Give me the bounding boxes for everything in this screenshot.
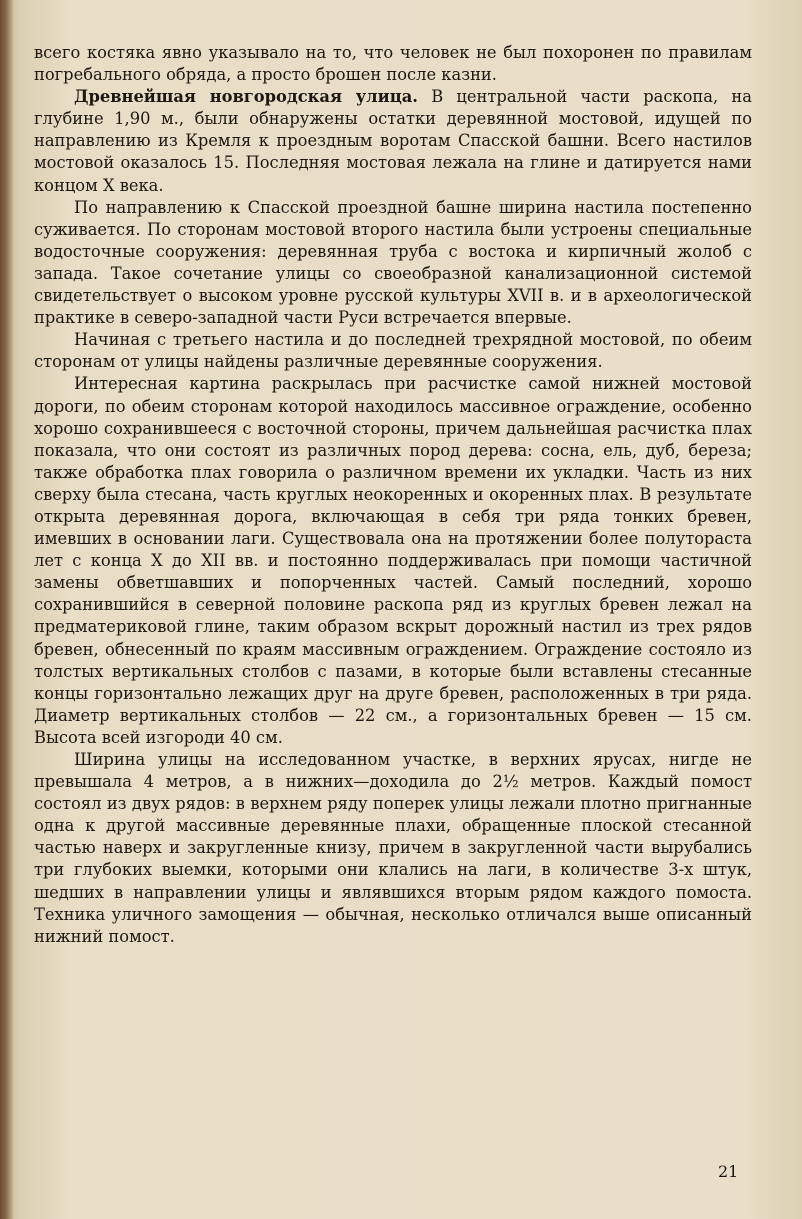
paragraph-text: Ширина улицы на исследованном участке, в верхних ярусах, нигде не превышала 4 метров, а в нижних—доходила до 2½ метров. Каждый помост состоял из двух рядов: в верхнем ряду поперек улицы лежали плотно пригнанные одна к другой массивные деревянные плахи, обращенные плоской стесанной частью наверх и закругленные книзу, причем в закругленной части вырубались три глубоких выемки, которыми они клались на лаги, в количестве 3-х штук, шедших в направлении улицы и являвшихся вторым рядом каждого помоста. Техника уличного замощения — обычная, несколько отличался выше описанный нижний помост. (34, 750, 752, 946)
section-heading: Древнейшая новгородская улица. (74, 87, 418, 107)
paragraph-text: Начиная с третьего настила и до последней трехрядной мостовой, по обеим сторонам от улицы найдены различные деревянные сооружения. (34, 330, 752, 372)
paragraph-text: В центральной части раскопа, на глубине 1,90 м., были обнаружены остатки деревянной мостовой, идущей по направлению из Кремля к проездным воротам Спасской башни. Всего настилов мостовой оказалось 15. Последняя мостовая лежала на глине и датируется нами концом X века. (34, 87, 752, 195)
paragraph (34, 329, 752, 373)
paragraph (34, 373, 752, 749)
paragraph (34, 749, 752, 948)
paragraph (34, 197, 752, 330)
paragraph (34, 42, 752, 86)
paragraph (34, 86, 752, 196)
body-text (34, 42, 752, 948)
paragraph-text: По направлению к Спасской проездной башне ширина настила постепенно суживается. По сторонам мостовой второго настила были устроены специальные водосточные сооружения: деревянная труба с востока и кирпичный жолоб с запада. Такое сочетание улицы со своеобразной канализационной системой свидетельствует о высоком уровне русской культуры XVII в. и в археологической практике в северо-западной части Руси встречается впервые. (34, 197, 752, 328)
book-spine-shadow (0, 0, 14, 1219)
paragraph-text: Интересная картина раскрылась при расчистке самой нижней мостовой дороги, по обеим сторонам которой находилось массивное ограждение, особенно хорошо сохранившееся с восточной стороны, причем дальнейшая расчистка плах показала, что они состоят из различных пород дерева: сосна, ель, дуб, береза; также обработка плах говорила о различном времени их укладки. Часть из них сверху была стесана, часть круглых неокоренных и окоренных плах. В результате открыта деревянная дорога, включающая в себя три ряда тонких бревен, имевших в основании лаги. Существовала она на протяжении более полутораста лет с конца X до XII вв. и постоянно поддерживалась при помощи частичной замены обветшавших и попорченных частей. Самый последний, хорошо сохранившийся в северной половине раскопа ряд из круглых бревен лежал на предматериковой глине, таким образом вскрыт дорожный настил из трех рядов бревен, обнесенный по краям массивным ограждением. Ограждение состояло из толстых вертикальных столбов с пазами, в которые были вставлены стесанные концы горизонтально лежащих друг на друге бревен, расположенных в три ряда. Диаметр вертикальных столбов — 22 см., а горизонтальных бревен — 15 см. Высота всей изгороди 40 см. (34, 374, 752, 747)
page-number: 21 (718, 1162, 739, 1181)
paragraph-text: всего костяка явно указывало на то, что человек не был похоронен по правилам погребального обряда, а просто брошен после казни. (34, 43, 752, 85)
